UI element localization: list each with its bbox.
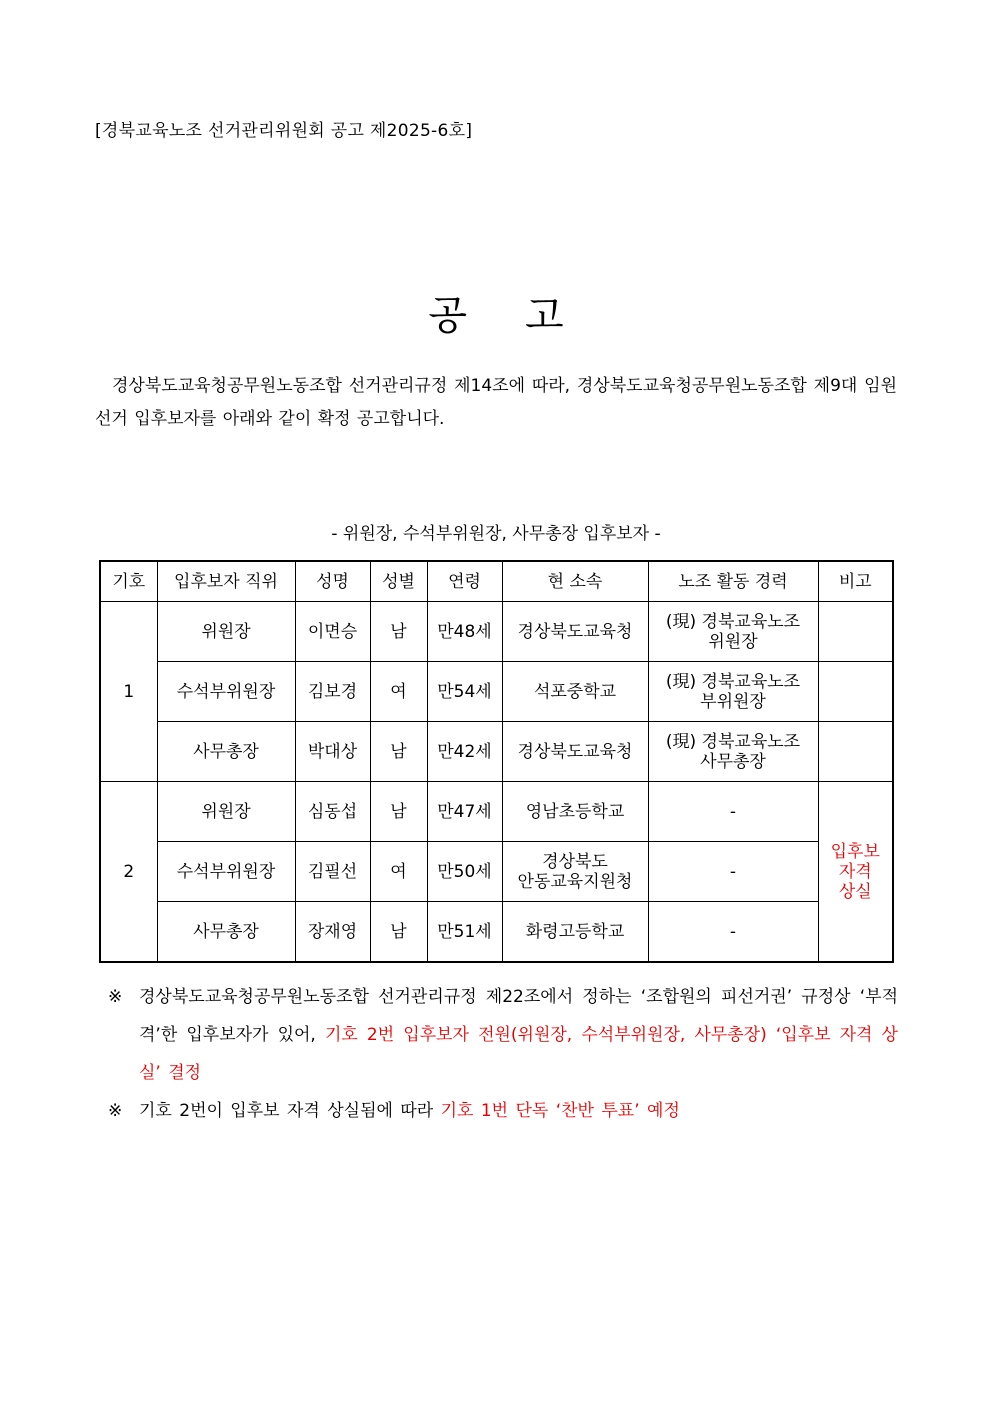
candidate-affiliation	[502, 902, 648, 963]
candidate-affiliation	[502, 782, 648, 842]
header-remark: 비고	[818, 561, 893, 602]
candidate-gender: 남	[370, 722, 427, 782]
candidate-career	[648, 902, 818, 963]
note-text-emphasis: 기호 1번 단독 ‘찬반 투표’ 예정	[440, 1101, 680, 1121]
candidate-number: 1	[100, 602, 157, 782]
header-career: 노조 활동 경력	[648, 561, 818, 602]
candidate-career	[648, 842, 818, 902]
header-gender: 성별	[370, 561, 427, 602]
candidate-age: 만54세	[427, 662, 502, 722]
candidate-affiliation	[502, 842, 648, 902]
candidate-gender: 남	[370, 782, 427, 842]
candidate-name: 김필선	[295, 842, 370, 902]
candidate-career	[648, 662, 818, 722]
header-number: 기호	[100, 561, 157, 602]
note-text-emphasis: 기호 2번 입후보자 전원(위원장, 수석부위원장, 사무총장) ‘입후보 자격 상실’ 결정	[139, 1025, 898, 1083]
candidates-table	[99, 560, 894, 963]
header-age: 연령	[427, 561, 502, 602]
candidate-age: 만50세	[427, 842, 502, 902]
reference-mark-icon: ※	[108, 1101, 123, 1121]
career-line: (現) 경북교육노조	[665, 671, 801, 692]
candidate-number: 2	[100, 782, 157, 963]
header-name: 성명	[295, 561, 370, 602]
candidate-gender: 여	[370, 662, 427, 722]
career-line: 사무총장	[700, 751, 766, 772]
candidate-career	[648, 602, 818, 662]
candidate-age: 만47세	[427, 782, 502, 842]
candidate-name: 장재영	[295, 902, 370, 963]
career-line: 위원장	[708, 631, 758, 652]
candidate-affiliation	[502, 662, 648, 722]
notes	[108, 978, 898, 1130]
candidate-position: 수석부위원장	[157, 662, 295, 722]
table-row	[100, 662, 893, 722]
affiliation-line: 경상북도	[542, 851, 608, 872]
note-item	[108, 978, 898, 1092]
candidate-gender: 여	[370, 842, 427, 902]
candidate-name: 박대상	[295, 722, 370, 782]
candidate-age: 만42세	[427, 722, 502, 782]
table-row	[100, 722, 893, 782]
note-text-plain: 경상북도교육청공무원노동조합 선거관리규정 제22조에서 정하는 ‘조합원의 피선거권’ 규정상 ‘부적격’한 입후보자가 있어,	[139, 987, 898, 1045]
candidate-position: 위원장	[157, 782, 295, 842]
candidate-gender: 남	[370, 902, 427, 963]
candidate-position: 위원장	[157, 602, 295, 662]
candidate-career	[648, 722, 818, 782]
career-line: -	[729, 861, 737, 882]
affiliation-line: 경상북도교육청	[517, 621, 633, 642]
affiliation-line: 석포중학교	[533, 681, 617, 702]
candidate-remark	[818, 602, 893, 662]
page-title: 공고	[428, 293, 622, 339]
note-item	[108, 1092, 898, 1130]
candidate-name: 김보경	[295, 662, 370, 722]
candidate-age: 만51세	[427, 902, 502, 963]
affiliation-line: 화령고등학교	[525, 921, 625, 942]
affiliation-line: 영남초등학교	[525, 801, 625, 822]
header-affiliation: 현 소속	[502, 561, 648, 602]
candidate-name: 이면승	[295, 602, 370, 662]
reference-mark-icon: ※	[108, 987, 123, 1007]
affiliation-line: 경상북도교육청	[517, 741, 633, 762]
note-text	[139, 1092, 898, 1130]
career-line: 부위원장	[700, 691, 766, 712]
table-row	[100, 782, 893, 842]
note-text	[139, 978, 898, 1092]
remark-line: 입후보	[830, 841, 880, 862]
candidate-position: 사무총장	[157, 722, 295, 782]
career-line: -	[729, 921, 737, 942]
candidate-career	[648, 782, 818, 842]
note-text-plain: 기호 2번이 입후보 자격 상실됨에 따라	[139, 1101, 441, 1121]
candidate-gender: 남	[370, 602, 427, 662]
table-caption: - 위원장, 수석부위원장, 사무총장 입후보자 -	[331, 524, 661, 544]
remark-line: 상실	[838, 881, 872, 902]
table-row	[100, 602, 893, 662]
career-line: -	[729, 801, 737, 822]
career-line: (現) 경북교육노조	[665, 611, 801, 632]
candidate-position: 사무총장	[157, 902, 295, 963]
disqualified-remark	[818, 782, 893, 963]
candidate-remark	[818, 722, 893, 782]
candidate-name: 심동섭	[295, 782, 370, 842]
candidate-affiliation	[502, 722, 648, 782]
remark-line: 자격	[838, 861, 872, 882]
candidate-affiliation	[502, 602, 648, 662]
career-line: (現) 경북교육노조	[665, 731, 801, 752]
affiliation-line: 안동교육지원청	[517, 871, 633, 892]
candidate-age: 만48세	[427, 602, 502, 662]
table-row	[100, 902, 893, 963]
notice-number: [경북교육노조 선거관리위원회 공고 제2025-6호]	[95, 121, 473, 141]
header-position: 입후보자 직위	[157, 561, 295, 602]
candidate-position: 수석부위원장	[157, 842, 295, 902]
table-header-row	[100, 561, 893, 602]
table-row	[100, 842, 893, 902]
candidate-remark	[818, 662, 893, 722]
notice-body: 경상북도교육청공무원노동조합 선거관리규정 제14조에 따라, 경상북도교육청공무원노동조합 제9대 임원 선거 입후보자를 아래와 같이 확정 공고합니다.	[95, 376, 897, 429]
